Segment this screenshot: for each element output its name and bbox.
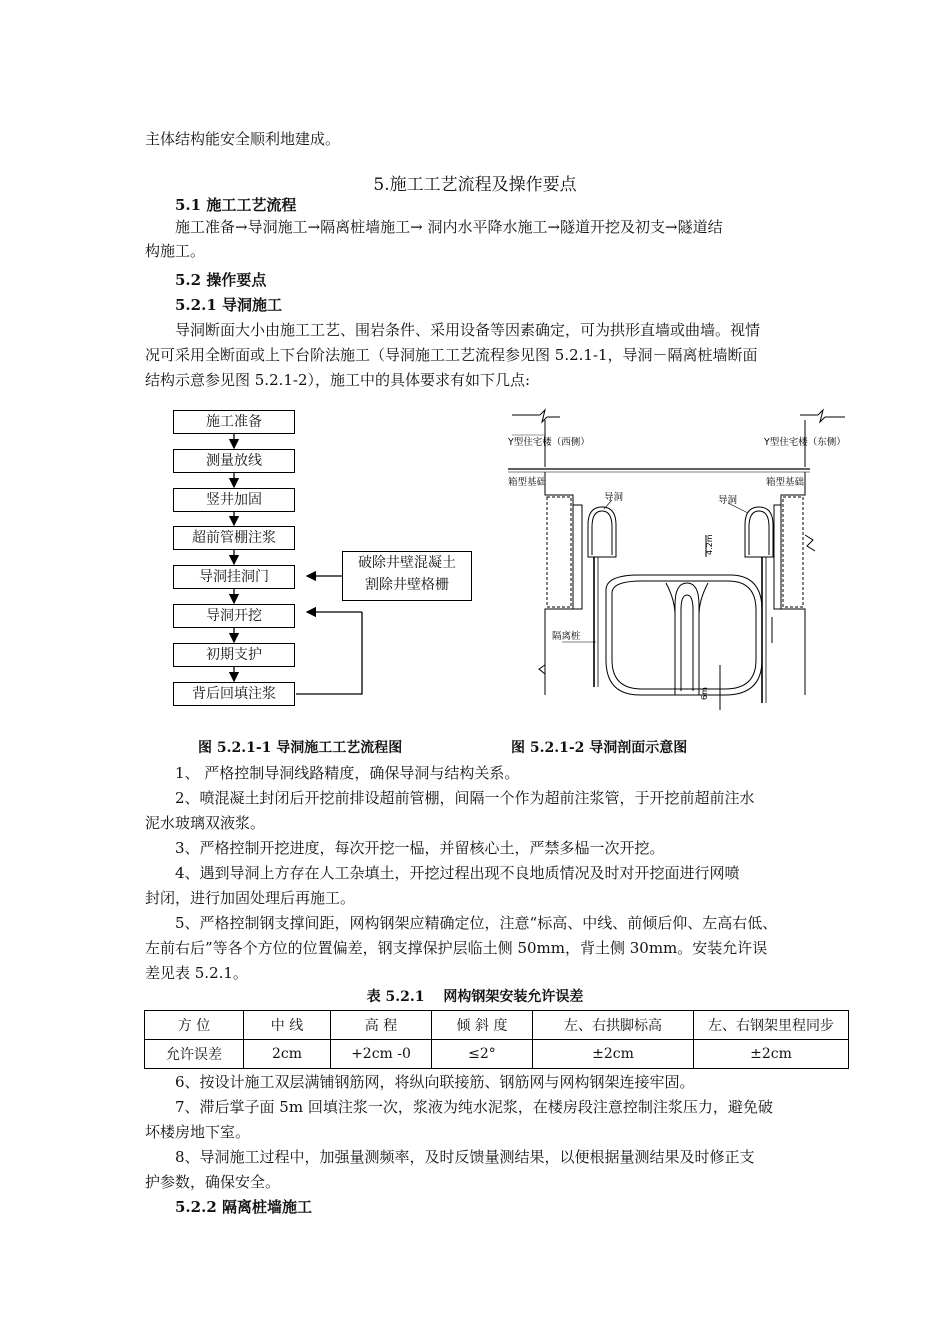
flow-side-line2: 割除井壁格栅 [365,577,449,593]
intro-tail: 主体结构能安全顺利地建成。 [145,130,341,148]
table-cell: +2cm -0 [331,1040,432,1069]
heading-5-2-1: 5.2.1 导洞施工 [175,296,282,314]
table-cell: ≤2° [432,1040,533,1069]
label-west-foundation: 箱型基础 [508,477,547,488]
flow-side-box [342,551,472,601]
flow-step-3: 竖井加固 [173,488,295,512]
section-title: 5.施工工艺流程及操作要点 [373,175,577,195]
item-5-line2: 左前右后”等各个方位的位置偏差，钢支撑保护层临土侧 50mm，背土侧 30mm。安装允许误 [145,939,768,957]
table-header-cell: 左、右钢架里程同步 [694,1011,849,1040]
flow-step-1: 施工准备 [173,410,295,434]
table-header-cell: 方 位 [145,1011,244,1040]
item-5-line1: 5、严格控制钢支撑间距，网构钢架应精确定位，注意“标高、中线、前倾后仰、左高右低、 [175,914,778,932]
table-header-cell: 倾 斜 度 [432,1011,533,1040]
item-4-line2: 封闭，进行加固处理后再施工。 [145,889,356,907]
heading-5-1: 5.1 施工工艺流程 [175,196,297,214]
paragraph-5-2-1-line1: 导洞断面大小由施工工艺、围岩条件、采用设备等因素确定，可为拱形直墙或曲墙。视情 [175,321,761,339]
paragraph-5-1-line1: 施工准备→导洞施工→隔离桩墙施工→ 洞内水平降水施工→隧道开挖及初支→隧道结 [175,218,723,236]
flow-step-7: 初期支护 [173,643,295,667]
flow-step-5: 导洞挂洞门 [173,565,295,589]
item-5-line3: 差见表 5.2.1。 [145,964,248,982]
flow-step-8: 背后回填注浆 [173,682,295,706]
flowchart-figure [165,408,485,718]
paragraph-5-1-line2: 构施工。 [145,242,206,260]
label-east-building: Y型住宅楼（东侧） [764,437,846,448]
item-3: 3、严格控制开挖进度，每次开挖一榀，并留核心土，严禁多榀一次开挖。 [175,839,665,857]
table-cell: 允许误差 [145,1040,244,1069]
item-1: 1、 严格控制导洞线路精度，确保导洞与结构关系。 [175,764,520,782]
label-east-foundation: 箱型基础 [766,477,805,488]
label-west-drift: 导洞 [604,492,624,503]
paragraph-5-2-1-line3: 结构示意参见图 5.2.1-2），施工中的具体要求有如下几点: [145,371,531,389]
table-caption: 表 5.2.1 网构钢架安装允许误差 [366,989,584,1005]
item-8-line2: 护参数，确保安全。 [145,1173,281,1191]
table-header-cell: 中 线 [244,1011,331,1040]
table-header-cell: 左、右拱脚标高 [533,1011,694,1040]
paragraph-5-2-1-line2: 况可采用全断面或上下台阶法施工（导洞施工工艺流程参见图 5.2.1-1，导洞－隔离桩墙断面 [145,346,758,364]
label-dim-6m: 6m [700,687,709,700]
heading-5-2: 5.2 操作要点 [175,271,267,289]
table-cell: ±2cm [694,1040,849,1069]
table-cell: ±2cm [533,1040,694,1069]
caption-fig-1: 图 5.2.1-1 导洞施工工艺流程图 [198,740,403,756]
item-7-line2: 坏楼房地下室。 [145,1123,251,1141]
item-4-line1: 4、遇到导洞上方存在人工杂填土，开挖过程出现不良地质情况及时对开挖面进行网喷 [175,864,740,882]
flow-step-2: 测量放线 [173,449,295,473]
heading-5-2-2: 5.2.2 隔离桩墙施工 [175,1198,312,1216]
item-2-line2: 泥水玻璃双液浆。 [145,814,266,832]
table-cell: 2cm [244,1040,331,1069]
label-dim-4-2m: 4.2m [705,534,714,555]
table-header-row [145,1011,849,1040]
item-6: 6、按设计施工双层满铺钢筋网，将纵向联接筋、钢筋网与网构钢架连接牢固。 [175,1073,695,1091]
flow-step-4: 超前管棚注浆 [173,526,295,550]
label-east-drift: 导洞 [718,495,738,506]
caption-fig-2: 图 5.2.1-2 导洞剖面示意图 [511,740,688,756]
flow-side-line1: 破除井壁混凝土 [358,555,456,571]
table-row [145,1040,849,1069]
label-west-building: Y型住宅楼（西侧） [508,437,590,448]
tolerance-table [144,1010,849,1069]
label-isolation-pile: 隔离桩 [552,631,581,642]
flow-step-6: 导洞开挖 [173,604,295,628]
item-8-line1: 8、导洞施工过程中，加强量测频率，及时反馈量测结果，以便根据量测结果及时修正支 [175,1148,755,1166]
item-7-line1: 7、滞后掌子面 5m 回填注浆一次，浆液为纯水泥浆，在楼房段注意控制注浆压力，避免破 [175,1098,773,1116]
table-header-cell: 高 程 [331,1011,432,1040]
section-diagram-figure [500,405,850,720]
section-diagram [500,405,850,720]
item-2-line1: 2、喷混凝土封闭后开挖前排设超前管棚，间隔一个作为超前注浆管，于开挖前超前注水 [175,789,755,807]
